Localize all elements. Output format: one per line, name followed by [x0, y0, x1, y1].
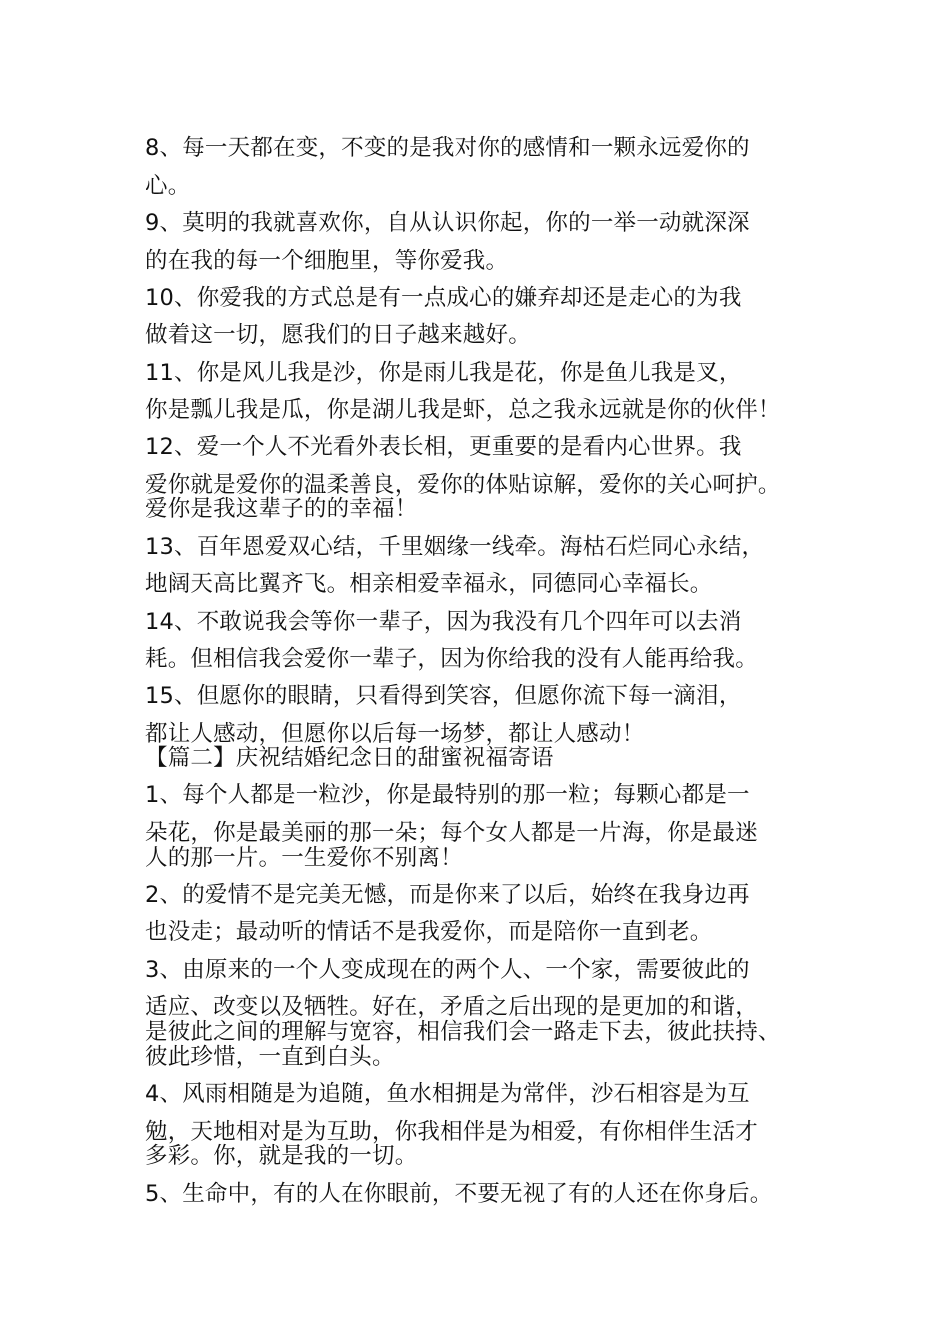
text-line: 做着这一切，愿我们的日子越来越好。	[145, 322, 531, 348]
text-line: 爱你就是爱你的温柔善良，爱你的体贴谅解，爱你的关心呵护。	[145, 472, 781, 498]
text-line: 12、爱一个人不光看外表长相，更重要的是看内心世界。我	[145, 434, 742, 460]
text-line: 4、风雨相随是为追随，鱼水相拥是为常伴，沙石相容是为互	[145, 1081, 750, 1107]
text-line: 14、不敢说我会等你一辈子，因为我没有几个四年可以去消	[145, 609, 742, 635]
text-line: 的在我的每一个细胞里，等你爱我。	[145, 248, 509, 274]
text-line: 都让人感动，但愿你以后每一场梦，都让人感动！	[145, 721, 645, 747]
text-line: 13、百年恩爱双心结，千里姻缘一线牵。海枯石烂同心永结，	[145, 534, 765, 560]
text-line: 多彩。你，就是我的一切。	[145, 1143, 418, 1169]
text-line: 爱你是我这辈子的的幸福！	[145, 496, 418, 522]
text-line: 心。	[145, 173, 191, 199]
text-line: 8、每一天都在变，不变的是我对你的感情和一颗永远爱你的	[145, 135, 750, 161]
text-line: 11、你是风儿我是沙，你是雨儿我是花，你是鱼儿我是叉，	[145, 360, 742, 386]
text-line: 彼此珍惜，一直到白头。	[145, 1044, 395, 1070]
text-line: 你是瓢儿我是瓜，你是湖儿我是虾，总之我永远就是你的伙伴！	[145, 397, 781, 423]
text-line: 15、但愿你的眼睛，只看得到笑容，但愿你流下每一滴泪，	[145, 683, 742, 709]
text-line: 人的那一片。一生爱你不别离！	[145, 845, 463, 871]
section-heading: 【篇二】庆祝结婚纪念日的甜蜜祝福寄语	[145, 745, 554, 771]
text-line: 勉，天地相对是为互助，你我相伴是为相爱，有你相伴生活才	[145, 1119, 758, 1145]
text-line: 9、莫明的我就喜欢你，自从认识你起，你的一举一动就深深	[145, 210, 750, 236]
text-line: 10、你爱我的方式总是有一点成心的嫌弃却还是走心的为我	[145, 285, 742, 311]
text-line: 3、由原来的一个人变成现在的两个人、一个家，需要彼此的	[145, 957, 750, 983]
text-line: 适应、改变以及牺牲。好在，矛盾之后出现的是更加的和谐，	[145, 994, 758, 1020]
text-line: 是彼此之间的理解与宽容，相信我们会一路走下去，彼此扶持、	[145, 1019, 781, 1045]
text-line: 2、的爱情不是完美无憾，而是你来了以后，始终在我身边再	[145, 882, 750, 908]
text-line: 也没走；最动听的情话不是我爱你，而是陪你一直到老。	[145, 919, 713, 945]
text-line: 耗。但相信我会爱你一辈子，因为你给我的没有人能再给我。	[145, 646, 758, 672]
text-line: 朵花，你是最美丽的那一朵；每个女人都是一片海，你是最迷	[145, 820, 758, 846]
text-line: 1、每个人都是一粒沙，你是最特别的那一粒；每颗心都是一	[145, 782, 750, 808]
text-line: 地阔天高比翼齐飞。相亲相爱幸福永，同德同心幸福长。	[145, 571, 713, 597]
text-line: 5、生命中，有的人在你眼前，不要无视了有的人还在你身后。	[145, 1181, 773, 1207]
